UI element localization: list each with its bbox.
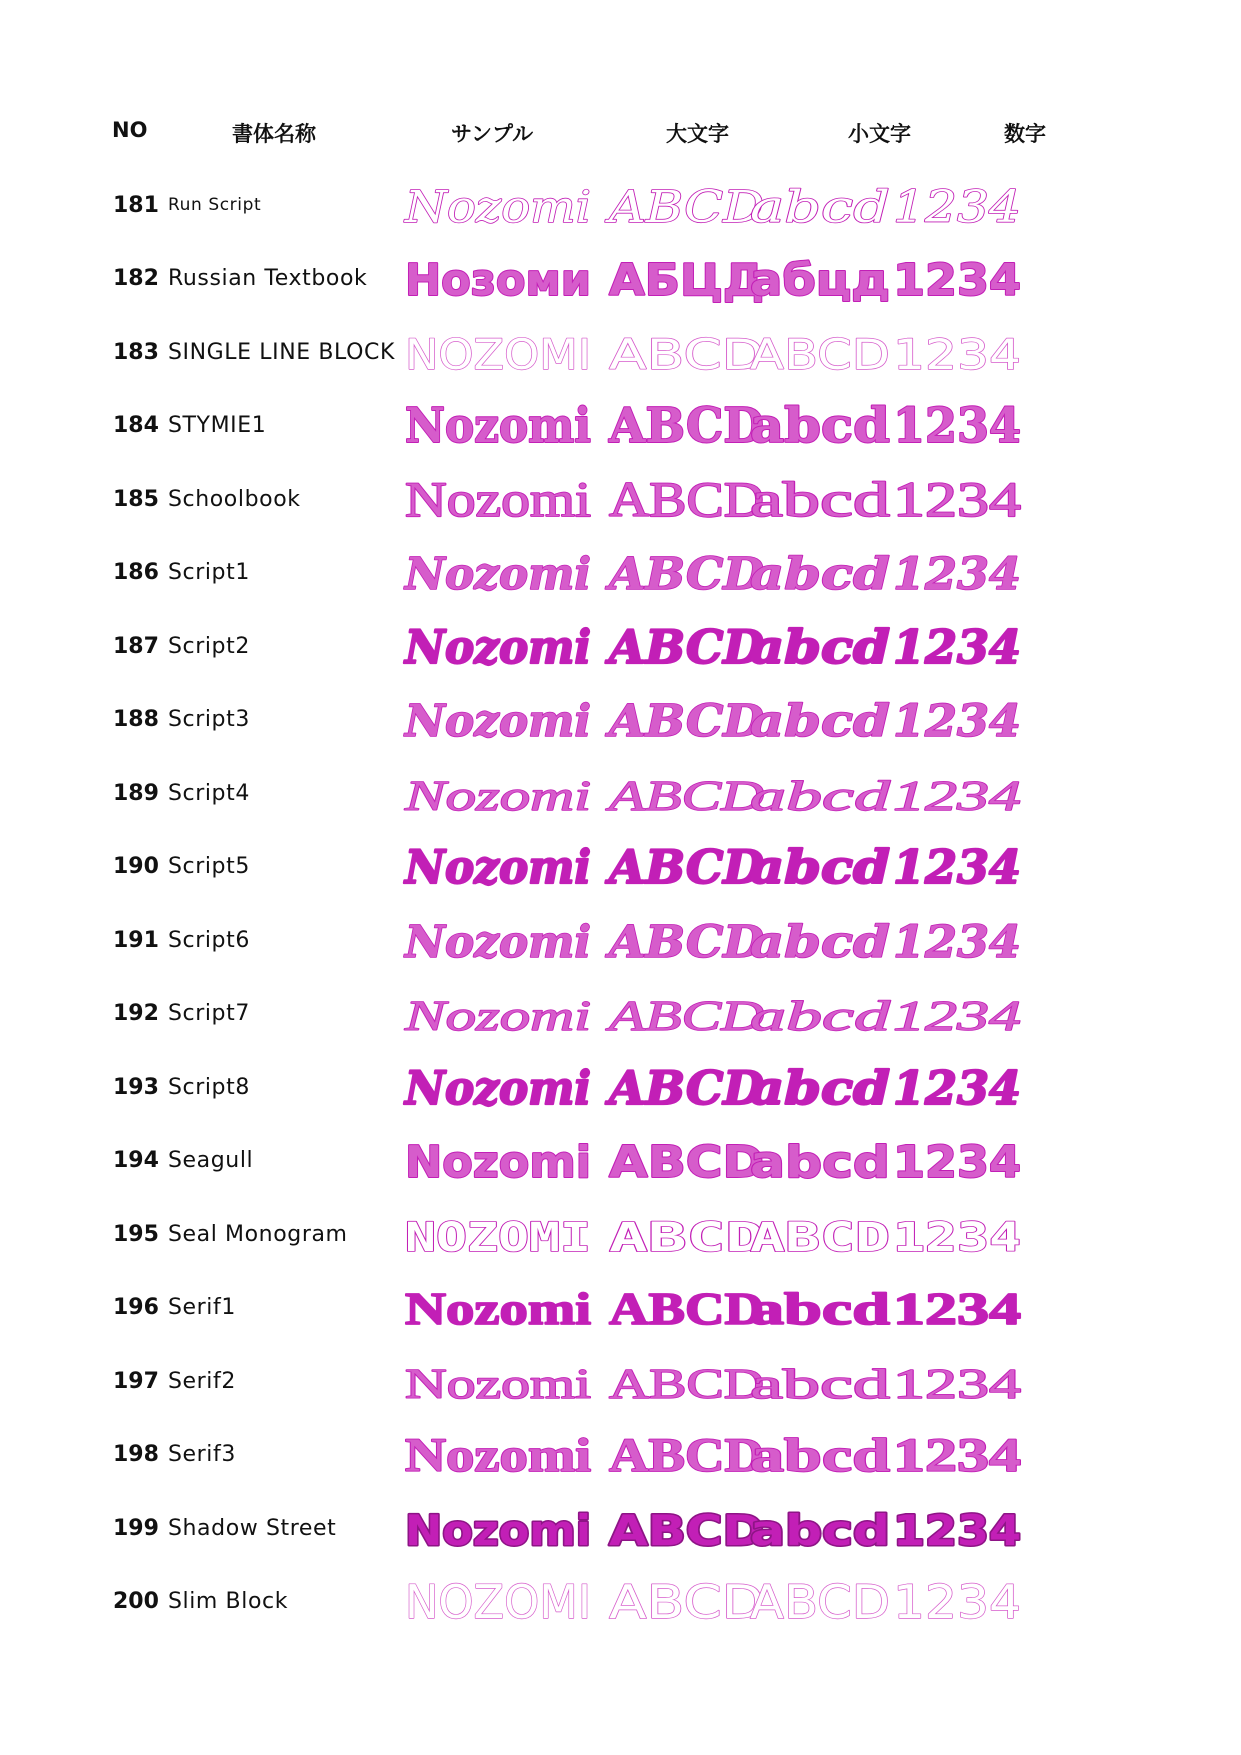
sample-lowercase-text: abcd (750, 398, 890, 454)
font-label (113, 388, 413, 462)
sample-uppercase-text: ABCD (609, 330, 764, 379)
font-label (113, 535, 413, 609)
table-row (0, 315, 1241, 389)
sample-graphic (405, 315, 1125, 389)
font-label (113, 1417, 413, 1491)
sample-numbers-text: 1234 (893, 1215, 1021, 1261)
sample-graphic (405, 756, 1125, 830)
table-row (0, 829, 1241, 903)
sample-uppercase-text: ABCD (609, 471, 764, 527)
sample-graphic (405, 535, 1125, 609)
font-sample (405, 168, 1125, 242)
font-label (113, 976, 413, 1050)
font-label (113, 1491, 413, 1565)
sample-numbers-text: 1234 (893, 840, 1021, 894)
font-name: Schoolbook (167, 486, 301, 512)
sample-name-text: Nozomi (403, 917, 591, 968)
font-label (113, 903, 413, 977)
font-name: Seal Monogram (167, 1221, 348, 1247)
sample-lowercase-text: ABCD (750, 1215, 890, 1261)
table-row (0, 388, 1241, 462)
sample-uppercase-text: ABCD (604, 696, 764, 747)
sample-lowercase-text: abcd (750, 1429, 891, 1482)
sample-numbers-text: 1234 (893, 774, 1021, 820)
font-name: Russian Textbook (167, 265, 368, 291)
sample-name-text: Нозоми (405, 255, 591, 306)
sample-numbers-text: 1234 (893, 255, 1021, 306)
sample-lowercase-text: abcd (750, 620, 890, 674)
font-name: Script4 (167, 780, 250, 806)
sample-name-text: Nozomi (405, 1429, 591, 1482)
font-number: 199 (113, 1515, 159, 1541)
table-row (0, 241, 1241, 315)
font-sample (405, 1270, 1125, 1344)
sample-lowercase-text: abcd (750, 1362, 890, 1408)
sample-name-text: NOZOMI (405, 1575, 591, 1629)
sample-name-text: Nozomi (405, 1283, 592, 1334)
sample-name-text: Nozomi (403, 1061, 591, 1115)
sample-lowercase-text: абцд (750, 255, 890, 306)
font-sample (405, 535, 1125, 609)
font-number: 187 (113, 633, 159, 659)
font-name: Script5 (167, 853, 250, 879)
font-sample (405, 1197, 1125, 1271)
sample-lowercase-text: abcd (750, 549, 890, 600)
sample-uppercase-text: ABCD (609, 1362, 764, 1408)
font-sample (405, 1123, 1125, 1197)
header-no: NO (112, 118, 148, 142)
sample-numbers-text: 1234 (893, 1061, 1021, 1115)
font-number: 197 (113, 1368, 159, 1394)
sample-name-text: Nozomi (403, 620, 591, 674)
font-number: 190 (113, 853, 159, 879)
font-label (113, 1050, 413, 1124)
sample-uppercase-text: ABCD (608, 398, 764, 454)
sample-graphic (405, 1123, 1125, 1197)
sample-uppercase-text: ABCD (604, 1061, 765, 1115)
sample-numbers-text: 1234 (893, 1137, 1021, 1188)
sample-name-text: Nozomi (405, 1137, 591, 1188)
font-number: 186 (113, 559, 159, 585)
sample-graphic (405, 609, 1125, 683)
font-number: 192 (113, 1000, 159, 1026)
sample-uppercase-text: ABCD (604, 840, 765, 894)
font-name: Serif3 (167, 1441, 236, 1467)
sample-name-text: Nozomi (403, 994, 591, 1040)
font-label (113, 241, 413, 315)
sample-graphic (405, 903, 1125, 977)
font-name: Script6 (167, 927, 250, 953)
sample-graphic (405, 241, 1125, 315)
sample-graphic (405, 1270, 1125, 1344)
table-row (0, 535, 1241, 609)
sample-numbers-text: 1234 (893, 1429, 1021, 1482)
font-label (113, 1197, 413, 1271)
font-number: 198 (113, 1441, 159, 1467)
header-sample: サンプル (451, 122, 534, 146)
sample-lowercase-text: abcd (750, 1061, 890, 1115)
font-sample (405, 1491, 1125, 1565)
font-label (113, 609, 413, 683)
font-label (113, 1123, 413, 1197)
sample-lowercase-text: abcd (750, 182, 890, 233)
font-number: 200 (113, 1588, 159, 1614)
sample-uppercase-text: ABCD (609, 1283, 764, 1334)
font-sample (405, 1417, 1125, 1491)
sample-lowercase-text: abcd (750, 1137, 890, 1188)
sample-lowercase-text: abcd (750, 1506, 890, 1555)
header-numbers: 数字 (1004, 122, 1046, 146)
sample-uppercase-text: ABCD (604, 994, 764, 1040)
font-sample (405, 462, 1125, 536)
font-label (113, 756, 413, 830)
font-name: Run Script (167, 195, 262, 215)
sample-name-text: Nozomi (405, 1362, 591, 1408)
header-lowercase: 小文字 (848, 122, 911, 146)
sample-numbers-text: 1234 (893, 994, 1021, 1040)
font-sample (405, 903, 1125, 977)
font-number: 194 (113, 1147, 159, 1173)
font-label (113, 462, 413, 536)
font-number: 182 (113, 265, 159, 291)
font-number: 193 (113, 1074, 159, 1100)
sample-name-text: Nozomi (405, 471, 591, 527)
sample-uppercase-text: ABCD (604, 774, 764, 820)
header-font-name: 書体名称 (232, 122, 316, 146)
sample-numbers-text: 1234 (893, 398, 1021, 454)
sample-graphic (405, 1491, 1125, 1565)
sample-uppercase-text: ABCD (604, 549, 764, 600)
font-number: 189 (113, 780, 159, 806)
sample-numbers-text: 1234 (893, 182, 1021, 233)
sample-numbers-text: 1234 (893, 471, 1021, 527)
font-label (113, 1270, 413, 1344)
font-label (113, 168, 413, 242)
sample-uppercase-text: ABCD (604, 917, 764, 968)
sample-numbers-text: 1234 (893, 696, 1021, 747)
font-label (113, 1564, 413, 1638)
sample-lowercase-text: ABCD (750, 1575, 890, 1629)
font-label (113, 829, 413, 903)
sample-uppercase-text: АБЦД (609, 255, 764, 306)
font-name: Slim Block (167, 1588, 289, 1614)
sample-lowercase-text: abcd (750, 994, 892, 1040)
font-name: Shadow Street (167, 1515, 337, 1541)
sample-name-text: Nozomi (403, 696, 591, 747)
sample-uppercase-text: ABCD (609, 1506, 764, 1555)
font-number: 195 (113, 1221, 159, 1247)
font-sample (405, 241, 1125, 315)
sample-uppercase-text: ABCD (604, 620, 765, 674)
sample-uppercase-text: ABCD (609, 1429, 764, 1482)
font-sample (405, 829, 1125, 903)
table-row (0, 1270, 1241, 1344)
sample-graphic (405, 682, 1125, 756)
font-name: STYMIE1 (167, 412, 267, 438)
sample-numbers-text: 1234 (893, 549, 1021, 600)
sample-numbers-text: 1234 (893, 620, 1021, 674)
table-row (0, 462, 1241, 536)
sample-name-text: Nozomi (403, 774, 591, 820)
table-row (0, 756, 1241, 830)
font-name: Serif2 (167, 1368, 236, 1394)
sample-uppercase-text: ABCD (609, 1215, 764, 1261)
sample-numbers-text: 1234 (893, 1506, 1021, 1555)
sample-numbers-text: 1234 (893, 1362, 1021, 1408)
table-row (0, 1197, 1241, 1271)
font-name: Script2 (167, 633, 250, 659)
font-number: 183 (113, 339, 159, 365)
font-sample (405, 315, 1125, 389)
font-number: 184 (113, 412, 159, 438)
sample-lowercase-text: abcd (750, 840, 890, 894)
sample-uppercase-text: ABCD (609, 1575, 764, 1629)
font-number: 185 (113, 486, 159, 512)
font-sample (405, 1050, 1125, 1124)
sample-graphic (405, 462, 1125, 536)
font-name: Script7 (167, 1000, 250, 1026)
font-name: Script3 (167, 706, 250, 732)
sample-numbers-text: 1234 (893, 917, 1021, 968)
sample-name-text: NOZOMI (405, 330, 591, 379)
table-row (0, 1344, 1241, 1418)
sample-uppercase-text: ABCD (604, 182, 764, 233)
table-row (0, 1050, 1241, 1124)
sample-numbers-text: 1234 (893, 330, 1021, 379)
font-name: SINGLE LINE BLOCK (167, 339, 396, 365)
table-row (0, 168, 1241, 242)
sample-graphic (405, 1417, 1125, 1491)
table-row (0, 609, 1241, 683)
font-number: 196 (113, 1294, 159, 1320)
font-label (113, 682, 413, 756)
sample-lowercase-text: abcd (750, 917, 890, 968)
font-label (113, 315, 413, 389)
table-row (0, 903, 1241, 977)
sample-graphic (405, 1197, 1125, 1271)
font-label (113, 1344, 413, 1418)
sample-lowercase-text: abcd (750, 471, 890, 527)
font-sample (405, 609, 1125, 683)
sample-graphic (405, 388, 1125, 462)
font-number: 181 (113, 192, 159, 218)
sample-uppercase-text: ABCD (609, 1137, 764, 1188)
sample-graphic (405, 1344, 1125, 1418)
font-sample (405, 1564, 1125, 1638)
table-row (0, 682, 1241, 756)
sample-graphic (405, 829, 1125, 903)
sample-name-text: Nozomi (403, 840, 591, 894)
sample-name-text: Nozomi (405, 1506, 591, 1555)
sample-graphic (405, 976, 1125, 1050)
sample-lowercase-text: abcd (750, 1283, 891, 1334)
font-sample (405, 682, 1125, 756)
font-number: 191 (113, 927, 159, 953)
sample-numbers-text: 1234 (893, 1283, 1021, 1334)
font-sample (405, 1344, 1125, 1418)
font-name: Serif1 (167, 1294, 236, 1320)
font-sample (405, 388, 1125, 462)
header-uppercase: 大文字 (666, 122, 729, 146)
font-name: Seagull (167, 1147, 254, 1173)
table-row (0, 1417, 1241, 1491)
sample-lowercase-text: abcd (750, 774, 892, 820)
sample-name-text: Nozomi (403, 182, 591, 233)
font-name: Script1 (167, 559, 250, 585)
sample-name-text: NOZOMI (405, 1215, 591, 1261)
sample-name-text: Nozomi (405, 398, 591, 454)
sample-lowercase-text: ABCD (750, 330, 890, 379)
font-number: 188 (113, 706, 159, 732)
table-row (0, 976, 1241, 1050)
sample-name-text: Nozomi (403, 549, 591, 600)
font-name: Script8 (167, 1074, 250, 1100)
sample-graphic (405, 1564, 1125, 1638)
table-row (0, 1123, 1241, 1197)
table-row (0, 1491, 1241, 1565)
font-sample (405, 976, 1125, 1050)
table-row (0, 1564, 1241, 1638)
sample-lowercase-text: abcd (750, 696, 890, 747)
sample-graphic (405, 168, 1125, 242)
sample-graphic (405, 1050, 1125, 1124)
sample-numbers-text: 1234 (893, 1575, 1021, 1629)
font-sample (405, 756, 1125, 830)
